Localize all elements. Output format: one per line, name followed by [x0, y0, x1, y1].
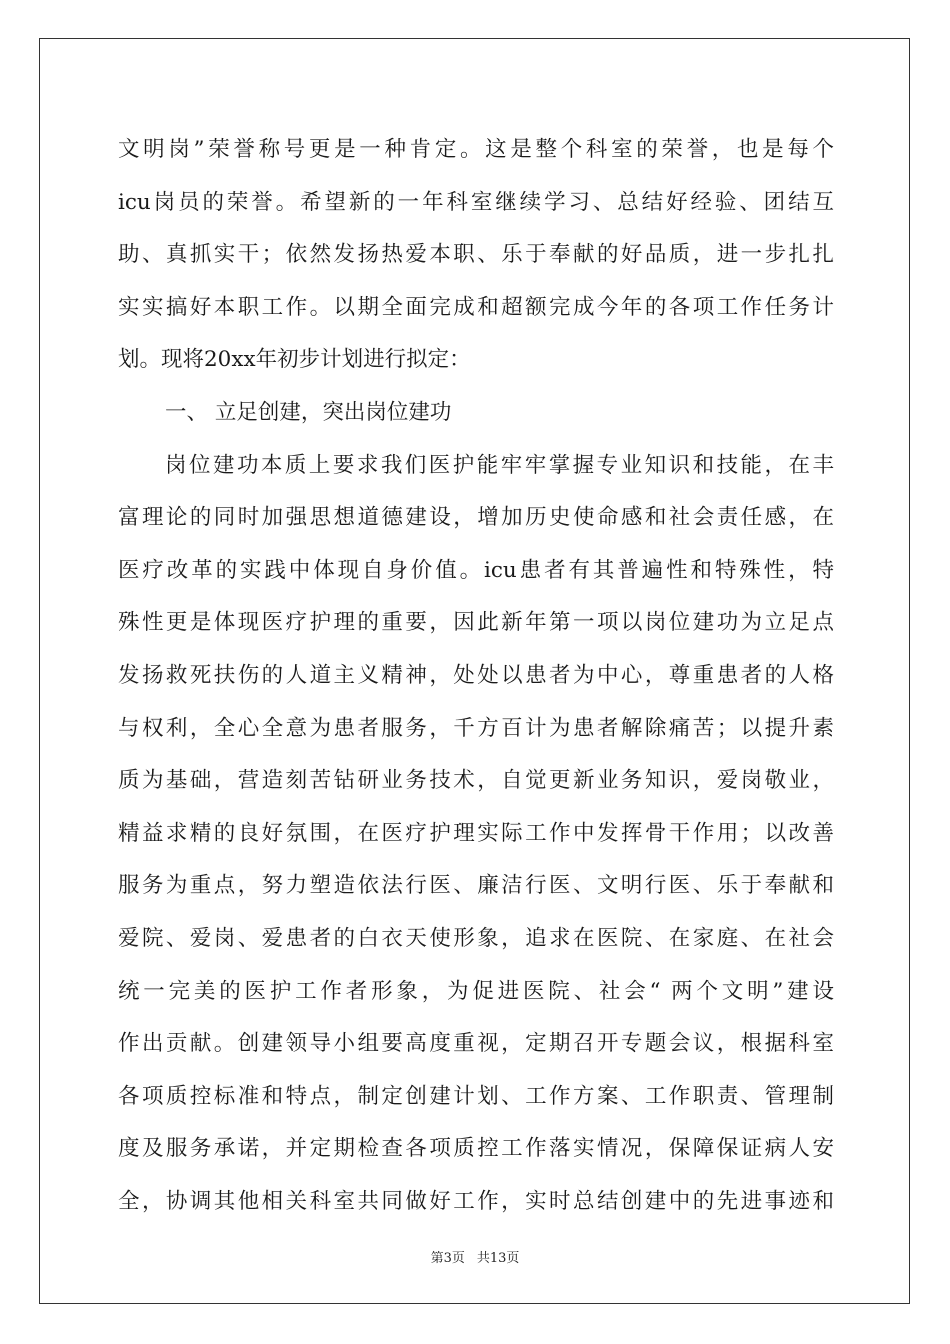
body-line: 度及服务承诺，并定期检查各项质控工作落实情况，保障保证病人安	[118, 1136, 834, 1162]
body-line: 助、真抓实干；依然发扬热爱本职、乐于奉献的好品质，进一步扎扎	[118, 242, 834, 268]
page-footer	[0, 1247, 950, 1266]
body-line: 文明岗”荣誉称号更是一种肯定。这是整个科室的荣誉，也是每个	[118, 137, 834, 162]
document-body	[118, 124, 834, 1228]
body-line: 与权利，全心全意为患者服务，千方百计为患者解除痛苦；以提升素	[118, 715, 834, 741]
body-line: 作出贡献。创建领导小组要高度重视，定期召开专题会议，根据科室	[118, 1031, 834, 1057]
body-line: 发扬救死扶伤的人道主义精神，处处以患者为中心，尊重患者的人格	[118, 662, 834, 688]
body-line: 划。现将20xx年初步计划进行拟定：	[118, 347, 471, 373]
body-line: 医疗改革的实践中体现自身价值。icu患者有其普遍性和特殊性，特	[118, 557, 834, 583]
body-line: 各项质控标准和特点，制定创建计划、工作方案、工作职责、管理制	[118, 1083, 834, 1109]
page-number: 第3页	[430, 1251, 465, 1266]
body-line: 殊性更是体现医疗护理的重要，因此新年第一项以岗位建功为立足点	[118, 610, 834, 636]
body-line: 岗位建功本质上要求我们医护能牢牢掌握专业知识和技能，在丰	[165, 452, 834, 478]
section-heading: 一、 立足创建，突出岗位建功	[165, 399, 452, 425]
body-line: 服务为重点，努力塑造依法行医、廉洁行医、文明行医、乐于奉献和	[118, 873, 834, 899]
body-line: 爱院、爱岗、爱患者的白衣天使形象，追求在医院、在家庭、在社会	[118, 925, 834, 951]
body-line: 统一完美的医护工作者形象，为促进医院、社会“ 两个文明”建设	[118, 978, 834, 1004]
body-line: 精益求精的良好氛围，在医疗护理实际工作中发挥骨干作用；以改善	[118, 820, 834, 846]
body-line: 全，协调其他相关科室共同做好工作，实时总结创建中的先进事迹和	[118, 1188, 834, 1214]
page-total: 共13页	[476, 1251, 520, 1266]
body-line: 质为基础，营造刻苦钻研业务技术，自觉更新业务知识，爱岗敬业，	[118, 768, 834, 794]
body-line: 富理论的同时加强思想道德建设，增加历史使命感和社会责任感，在	[118, 505, 834, 531]
body-line: 实实搞好本职工作。以期全面完成和超额完成今年的各项工作任务计	[118, 294, 834, 320]
body-line: icu岗员的荣誉。希望新的一年科室继续学习、总结好经验、团结互	[118, 189, 834, 215]
